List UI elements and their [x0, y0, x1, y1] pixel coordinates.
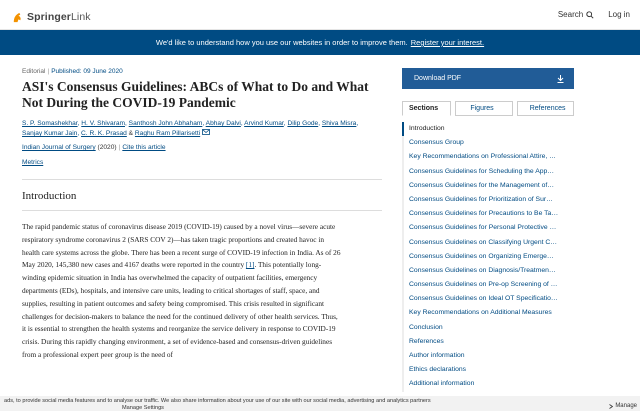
download-pdf-button[interactable] [402, 68, 574, 89]
author-list: S. P. Somashekhar, H. V. Shivaram, Santhosh John Abhaham, Abhay Dalvi, Arvind Kumar, Dilip Gode, Shiva Misra, Sanjay Kumar Jain, C. R. K. Prasad & Raghu Ram Pillarisetti [22, 120, 359, 137]
tab-figures[interactable]: Figures [455, 101, 512, 116]
toc-item[interactable]: Consensus Guidelines on Ideal OT Specificatio… [409, 295, 558, 303]
toc-item[interactable]: Consensus Guidelines for Scheduling the App… [409, 167, 555, 175]
toc-item[interactable]: Consensus Guidelines for the Management of… [409, 181, 555, 189]
author-link[interactable]: Abhay Dalvi [205, 120, 241, 127]
logo-text: SpringerLink [27, 11, 91, 23]
tab-references[interactable]: References [517, 101, 574, 116]
table-of-contents [402, 122, 574, 392]
manage-button[interactable] [609, 403, 637, 409]
author-link[interactable]: C. R. K. Prasad [81, 130, 127, 137]
search-button[interactable] [558, 10, 594, 19]
divider [22, 210, 382, 211]
metrics-link[interactable]: Metrics [22, 159, 44, 166]
toc-item[interactable]: Consensus Guidelines on Organizing Emerge… [409, 252, 554, 260]
toc-item[interactable]: Introduction [402, 122, 570, 136]
toc-item[interactable]: Conclusion [409, 323, 443, 331]
cookie-text: ads, to provide social media features and to analyse our traffic. We also share information about your use of our site with our social media, advertising and analytics partners [4, 398, 431, 404]
journal-year: (2020) [97, 144, 117, 151]
article-sidebar [402, 68, 574, 392]
toc-item[interactable]: Consensus Guidelines for Precautions to Be Ta… [409, 210, 559, 218]
article-type: Editorial [22, 68, 46, 75]
toc-item[interactable]: Key Recommendations on Professional Attire, … [409, 153, 556, 161]
cookie-banner [0, 396, 640, 411]
feedback-banner [0, 30, 640, 55]
search-icon [586, 11, 594, 19]
download-icon [557, 75, 564, 83]
toc-item[interactable]: Consensus Guidelines for Prioritization of Sur… [409, 195, 553, 203]
reference-link[interactable]: [1] [245, 260, 255, 270]
author-link[interactable]: Santhosh John Abhaham [128, 120, 203, 127]
author-link[interactable]: H. V. Shivaram [81, 120, 125, 127]
author-link[interactable]: Sanjay Kumar Jain [22, 130, 78, 137]
springerlink-logo[interactable] [11, 10, 91, 24]
horse-logo-icon [11, 11, 24, 24]
author-link[interactable]: Shiva Misra [321, 120, 357, 127]
published-date: Published: 09 June 2020 [51, 68, 123, 75]
author-link[interactable]: Arvind Kumar [244, 120, 284, 127]
toc-item[interactable]: Consensus Guidelines on Pre-op Screening of … [409, 281, 558, 289]
manage-label: Manage [615, 403, 637, 409]
toc-item[interactable]: Consensus Guidelines on Diagnosis/Treatmen… [409, 266, 556, 274]
article-main [22, 68, 372, 362]
article-title: ASI's Consensus Guidelines: ABCs of What to Do and What Not During the COVID-19 Pandemic [22, 79, 369, 110]
banner-text: We'd like to understand how you use our websites in order to improve them. [155, 38, 408, 47]
chevron-right-icon [609, 404, 613, 409]
search-label: Search [557, 10, 584, 19]
toc-item[interactable]: Author information [409, 352, 465, 359]
top-header [0, 0, 640, 30]
article-meta: Editorial | Published: 09 June 2020 [22, 68, 123, 75]
author-link[interactable]: Raghu Ram Pillarisetti [134, 130, 201, 137]
toc-item[interactable]: Consensus Group [409, 139, 464, 147]
introduction-paragraph: The rapid pandemic status of coronavirus disease 2019 (COVID-19) caused by a novel virus—severe acute respiratory syndrome coronavirus 2 (SARS COV 2)—has taken tragic proportions and created havoc in health care systems across the globe. There has been a recent surge of COVID-19 infection in India. As of 26 May 2020, 145,380 new cases and 4167 deaths were reported in the country [1]. This potentially long-winding epidemic situation in India has overwhelmed the capacity of outpatient facilities, emergency departments (EDs), hospitals, and intensive care units, leading to critical shortages of staff, space, and supplies, resulting in patient outcomes and safety being compromised. This crisis resulted in significant challenges for decision-makers to balance the need for the continued delivery of other health services. Thus, it is essential to strengthen the health systems and reorganize the service delivery in response to COVID-19 crisis. During this rapidly changing environment, a set of evidence-based and consensus-driven guidelines from a professional expert peer group is the need of [22, 222, 341, 359]
cite-link[interactable]: Cite this article [122, 144, 166, 151]
register-interest-link[interactable]: Register your interest. [410, 38, 485, 47]
email-icon[interactable] [202, 129, 210, 135]
toc-item[interactable]: Additional information [409, 380, 475, 388]
journal-link[interactable]: Indian Journal of Surgery [22, 144, 96, 151]
manage-settings-link[interactable]: Manage Settings [122, 405, 164, 411]
introduction-heading: Introduction [22, 190, 77, 202]
toc-item[interactable]: References [409, 337, 444, 345]
journal-line: Indian Journal of Surgery (2020) | Cite this article [22, 144, 166, 151]
author-link[interactable]: Dilip Gode [287, 120, 319, 127]
toc-item[interactable]: Ethics declarations [409, 366, 467, 374]
divider [22, 179, 382, 180]
sidebar-tabs [402, 101, 574, 116]
login-link[interactable]: Log in [608, 10, 630, 19]
download-label: Download PDF [414, 75, 462, 82]
tab-sections[interactable]: Sections [402, 101, 451, 116]
toc-item[interactable]: Consensus Guidelines for Personal Protective … [409, 224, 557, 232]
toc-item[interactable]: Key Recommendations on Additional Measures [409, 309, 552, 317]
toc-item[interactable]: Consensus Guidelines on Classifying Urgent C… [409, 238, 558, 246]
author-link[interactable]: S. P. Somashekhar [22, 120, 78, 127]
